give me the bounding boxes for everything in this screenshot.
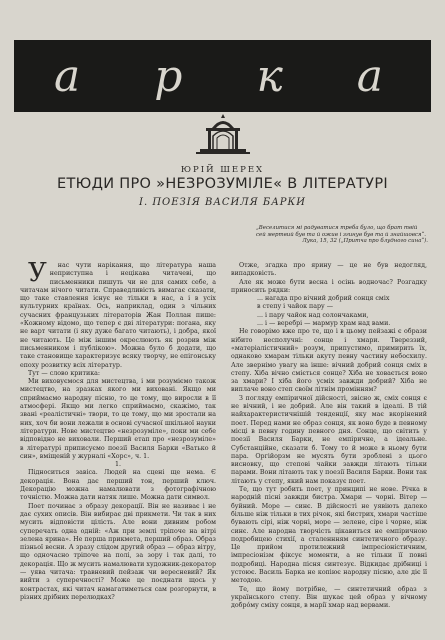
paragraph: Не говорімо вже про те, що і в цьому пейзажі є образи нібито несполучні: сонце і хмари. Твереззий, «матеріалістичний» розум, припустимо, примирить їх, однаково хмарам тільки акуту певну частину небосхилу. Але звернімо увагу на інше: вічний добрий сонця сміх в степу. Хіба вічно сміється сонце? Хіба не ховається воно за хмари? І хіба його усміх завжди добрий? Хіба не виплаче воно степ своїм літнім промінням?	[231, 328, 427, 394]
paragraph: Те, що тут робить поет, у принципі не нове. Річка в народній пісні завжди бистра. Хмари — чорні. Вітер — буйний. Море — синє. В дійсності не уявіють далеко більше ніж тільки в тих річок, які бистрих, хмари частіше бувають сірі, ніж чорні, море — зелене, сіре і чорне, ніж синє. Але народна творчість цікавиться не емпіричною подробицею стихії, а сталеннням синтетичного образу. Це прийом протилежний імпресіоністичним, імпресіонізм фіксує моменти, а не тільки її повні подробиці. Народна пісня синтезує. Відкидає дрібниці і устоює. Василь Барка не копіює народну пісню, але діє її методою.	[231, 486, 427, 585]
paragraph: Те, що йому потрібне, — синтетичний образ з українського степу. Він шукає цей образ у вічному добро́му сміху сонця, в марі́ї хмар над вервами.	[231, 585, 427, 610]
paragraph: З погляду емпіричної дійсності, звісно ж, сміх сонця є не вічний, і не добрий. Але він такий в ідеалі. В тій найхарактеристичнішій тенденції, яку має вкорінений поет. Перед нами не образ сонця, як воно буде в певному місці в певну годину певного дня. Сонце, що світить у поезії Василя Барки, не емпіричне, а ідеальне. Субстанційне, сказати б. Тому то й може в ньому бути пара. Оргійорзм не мусять бути зроблені з цього висновку, що степові чайки завжди літають тільки парами. Вони літають так у поезії Василя Барки. Вони так літають у степу, який нам показує поет.	[231, 394, 427, 485]
article-title: ЕТЮДИ ПРО »НЕЗРОЗУМІЛЕ« В ЛІТЕРАТУРІ	[57, 176, 388, 192]
epigraph-text: „Веселитися мі радуватися треба було, що брат твій сей мертвий був та й ожив і згинув був та й знайшовся“.	[256, 225, 426, 238]
masthead-letter: к	[256, 50, 291, 102]
verse-line: ... і пару чайок над солончаками,	[257, 311, 369, 319]
section-number: 1.	[114, 461, 121, 469]
paragraph: Але як може бути весна і осінь водночас? Розгадку приносить рядки:	[231, 278, 427, 294]
paragraph	[20, 258, 216, 370]
masthead-title	[14, 40, 431, 112]
article-subtitle: І. ПОЕЗІЯ ВАСИЛЯ БАРКИ	[139, 197, 306, 208]
paragraph-text: нас чути нарікання, що література наша неприступна і нецікава читачеві, що письменники пишуть чи не для самих себе, а читачам нічого читати. Справедливість вимагає сказати, що таке ставлення існує не тільки в нас, а і в усіх культурних країнах. Ось, наприклад, один з чільних сучасних французьких літераторів Жан Поллан пише: «Кожному відомо, що тепер є дві літератури: погана, яку не варт читати (і яку дуже багато читають), і добра, якої не читають. Це між іншим окреслюють як розрив між письменником і публікою». Можна було б додати, що таке становище характеризує всяку творчу, не епігонську епоху розвитку всіх літератур.	[20, 262, 216, 369]
left-column	[20, 258, 216, 602]
verse-line: ... і — веребрі — мармур храм над вами.	[257, 320, 391, 328]
epigraph	[256, 225, 428, 245]
paragraph: Поет починає з образу декорації. Він не називає і не дає сухих описів. Він вибирає дві прикмети. Чи так в них мусить відповісти цілість. Але вони дивним робом суперечать одна одній: «Аж при землі тріпоче на вітрі зелена ярина». Не перша прикмета, перший образ. Образ пізньої весни. А зразу слідом другий образ — образ вітру, що одночасно тріпоче на полі, за зору і так далі, то декорація. Що ж мусить намалювати художник-декоратор — уява читача: травневий пейзаж чи вересневий? Як вийти з суперечності? Може це поєднати щось у контрастах, які читач намагатиметься сам розгорнути, в різних дрібних перелюдках?	[20, 502, 216, 601]
drop-cap: У	[28, 258, 47, 288]
paragraph: Підноситься завіса. Людей на сцені ще нема. Є декорація. Вона дає перший тон, перший ключ. Декорацію можна намалювати з фотографічною точністю. Можна дати натяк лише. Можна дати символ.	[20, 469, 216, 502]
masthead-letter: а	[356, 50, 391, 102]
epigraph-source: Лука, 15, 32 („Притча про блудного сина“).	[302, 238, 428, 244]
paragraph: Отже, згадка про ярину — це не був недогляд, випадковість.	[231, 262, 427, 278]
masthead-letter: р	[154, 50, 191, 102]
verse-line: ... нагада про вічний добрий сонця сміх	[257, 295, 390, 303]
masthead-letter: а	[54, 50, 89, 102]
author-name: ЮРІЙ ШЕРЕХ	[180, 165, 265, 175]
verse-line: в степу і чайок пару —	[257, 303, 334, 311]
paragraph: Тут — слово критика:	[28, 369, 100, 377]
arch-emblem-icon	[194, 112, 252, 156]
right-column	[231, 262, 427, 610]
paragraph: Ми виховуємося для мистецтва, і ми розуміємо також мистецтво, на зразках якого ми виховані. Якщо ми сприймаємо народну пісню, то це тому, що виросли в її атмосфері. Якщо ми легко сприймаємо, скажімо, так звані «реалістичні» твори, то це тому, що ми зростали на них, хоч би вони лежали в основі сучасної шкільної науки літератури. Нове мистецтво «незрозуміле», поки ми себе відповідно не виховали. Перший етап про «незрозуміле» в літературі приписуємо поезії Василя Барки «Ватько й син», вміщеній у журналі «Хорс», ч. 1.	[20, 378, 216, 460]
magazine-masthead	[14, 40, 431, 112]
